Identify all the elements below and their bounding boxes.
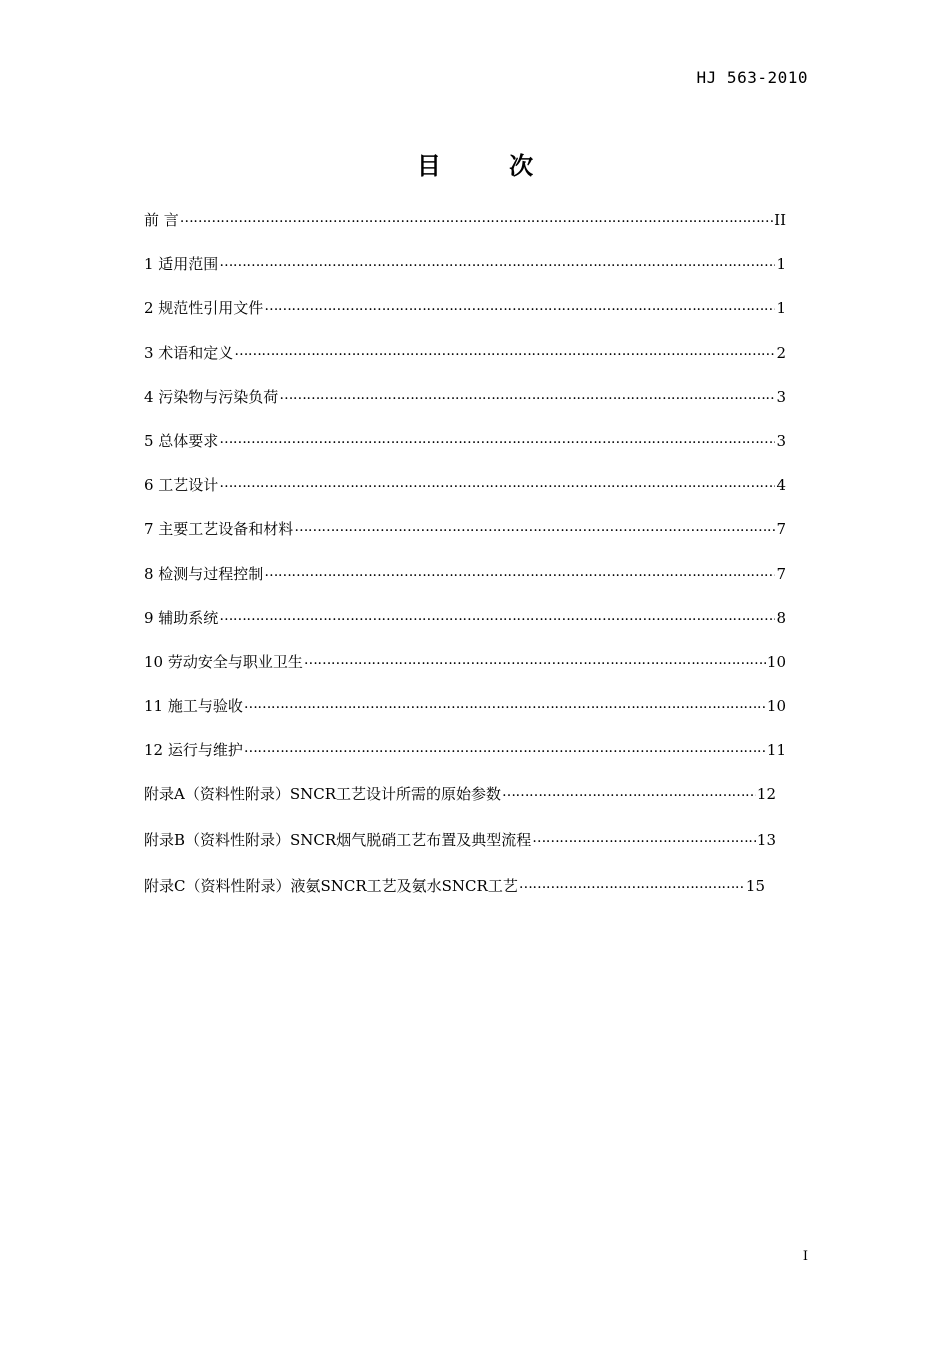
toc-entry-appendix-c[interactable]: [144, 875, 765, 921]
dot-leader: [264, 299, 775, 313]
dot-leader: [294, 520, 775, 534]
toc-entry-page: 3: [776, 431, 786, 450]
toc-entry-label: 3 术语和定义: [144, 343, 234, 362]
toc-entry-9[interactable]: [144, 607, 786, 651]
dot-leader: [244, 697, 766, 711]
dot-leader: [219, 609, 775, 623]
toc-entry-label: 5 总体要求: [144, 431, 219, 450]
standard-number: HJ 563-2010: [696, 68, 808, 87]
toc-entry-appendix-a[interactable]: [144, 783, 776, 829]
toc-entry-page: 7: [776, 520, 786, 539]
toc-entry-label: 附录B（资料性附录）SNCR烟气脱硝工艺布置及典型流程: [144, 831, 532, 850]
dot-leader: [502, 785, 756, 799]
dot-leader: [519, 877, 745, 891]
toc-entry-label: 附录A（资料性附录）SNCR工艺设计所需的原始参数: [144, 785, 502, 804]
toc-entry-6[interactable]: [144, 474, 786, 518]
toc-entry-label: 8 检测与过程控制: [144, 564, 264, 583]
dot-leader: [244, 741, 766, 755]
toc-entry-page: 12: [756, 785, 776, 804]
toc-entry-label: 9 辅助系统: [144, 608, 219, 627]
toc-entry-4[interactable]: [144, 386, 786, 430]
toc-entry-label: 12 运行与维护: [144, 741, 243, 760]
toc-entry-label: 1 适用范围: [144, 255, 219, 274]
toc-entry-5[interactable]: [144, 430, 786, 474]
toc-entry-page: 11: [766, 741, 786, 760]
toc-entry-page: 1: [776, 299, 786, 318]
dot-leader: [219, 476, 775, 490]
toc-entry-1[interactable]: [144, 253, 786, 297]
toc-entry-label: 7 主要工艺设备和材料: [144, 520, 294, 539]
toc-entry-label: 10 劳动安全与职业卫生: [144, 652, 303, 671]
toc-entry-12[interactable]: [144, 739, 786, 783]
toc-entry-page: 15: [745, 877, 765, 896]
toc-entry-page: 4: [776, 476, 786, 495]
toc-entry-11[interactable]: [144, 695, 786, 739]
toc-entry-page: 10: [766, 652, 786, 671]
dot-leader: [180, 211, 773, 225]
toc-entry-page: 10: [766, 697, 786, 716]
table-of-contents: [144, 209, 786, 921]
dot-leader: [279, 388, 775, 402]
toc-entry-page: 7: [776, 564, 786, 583]
toc-entry-7[interactable]: [144, 518, 786, 562]
toc-entry-label: 2 规范性引用文件: [144, 299, 264, 318]
dot-leader: [219, 255, 775, 269]
dot-leader: [304, 653, 766, 667]
toc-entry-label: 附录C（资料性附录）液氨SNCR工艺及氨水SNCR工艺: [144, 877, 518, 896]
toc-entry-appendix-b[interactable]: [144, 829, 776, 875]
toc-entry-page: 3: [776, 387, 786, 406]
toc-entry-10[interactable]: [144, 651, 786, 695]
dot-leader: [219, 432, 775, 446]
toc-entry-page: 2: [776, 343, 786, 362]
toc-entry-2[interactable]: [144, 297, 786, 341]
dot-leader: [532, 831, 756, 845]
toc-entry-foreword[interactable]: [144, 209, 786, 253]
toc-entry-8[interactable]: [144, 563, 786, 607]
page-title: 目 次: [416, 152, 564, 180]
toc-entry-page: 8: [776, 608, 786, 627]
page-number: I: [802, 1249, 808, 1264]
dot-leader: [264, 565, 775, 579]
toc-entry-label: 前 言: [144, 211, 179, 229]
toc-entry-page: II: [774, 211, 786, 229]
toc-entry-label: 6 工艺设计: [144, 476, 219, 495]
toc-entry-page: 13: [756, 831, 776, 850]
dot-leader: [234, 344, 775, 358]
toc-entry-label: 4 污染物与污染负荷: [144, 387, 279, 406]
toc-entry-page: 1: [776, 255, 786, 274]
toc-entry-3[interactable]: [144, 342, 786, 386]
toc-entry-label: 11 施工与验收: [144, 697, 243, 716]
